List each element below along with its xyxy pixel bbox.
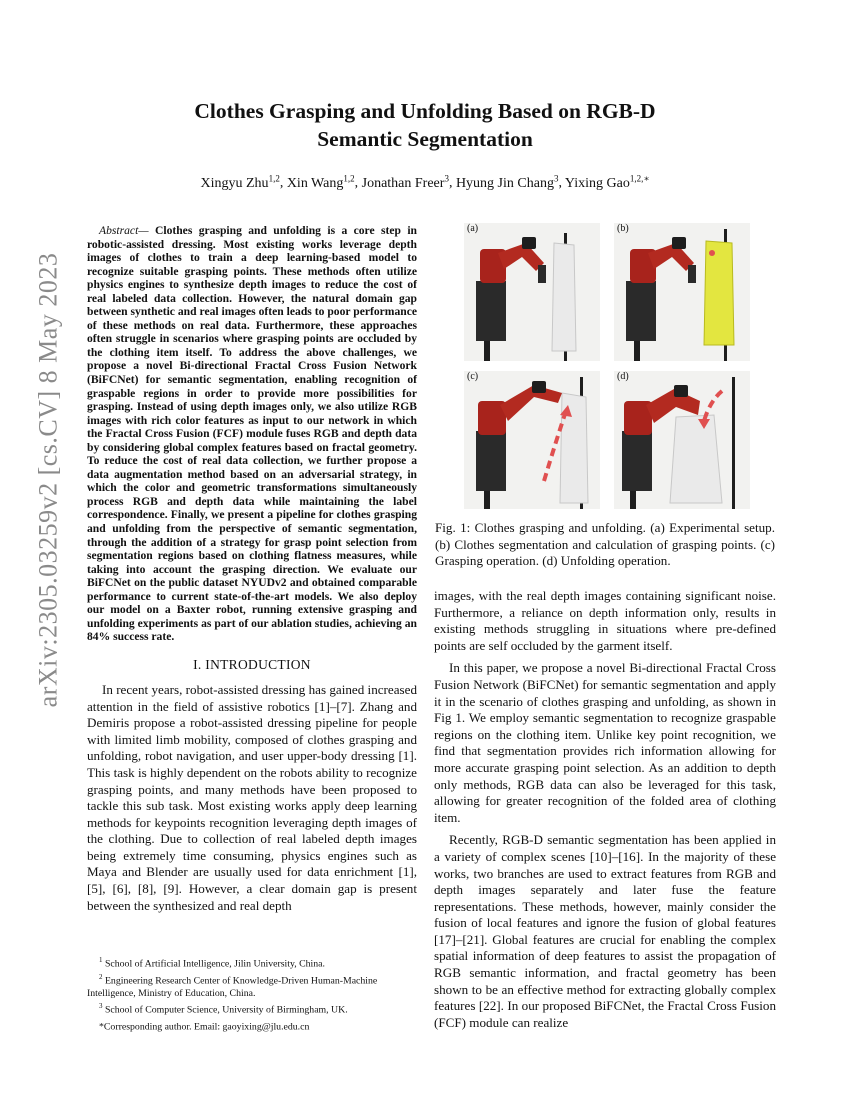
segmentation-illustration <box>614 223 750 361</box>
panel-label: (c) <box>467 371 479 382</box>
paper-title <box>100 97 750 153</box>
panel-label: (d) <box>617 371 629 382</box>
section-heading-introduction: I. INTRODUCTION <box>193 656 311 672</box>
footnote: $^3$ School of Computer Science, University of Birmingham, UK. <box>99 1002 348 1016</box>
footnotes <box>87 954 417 1034</box>
footnote: $^1$ School of Artificial Intelligence, Jilin University, China. <box>99 956 325 970</box>
figure-panel-a <box>464 223 600 361</box>
title-line-1: Clothes Grasping and Unfolding Based on RGB-D <box>194 99 656 123</box>
footnote: $^2$ Engineering Research Center of Knowledge-Driven Human-Machine Intelligence, Ministry of Education, China. <box>87 972 378 999</box>
grasping-illustration <box>464 371 600 509</box>
author: Jonathan Freer$^3$ <box>361 173 449 191</box>
footnote: *Corresponding author. Email: gaoyixing@jlu.edu.cn <box>99 1021 310 1033</box>
right-column <box>434 588 776 1031</box>
left-column <box>87 224 417 914</box>
body-paragraph: images, with the real depth images containing significant noise. Furthermore, a reliance on depth information only, results in existing methods struggling in situations where pre-defined points are self occluded by the garment itself. <box>434 588 776 653</box>
figure-panel-d <box>614 371 750 509</box>
unfolding-illustration <box>614 371 750 509</box>
panel-label: (b) <box>617 223 629 234</box>
intro-paragraph: In recent years, robot-assisted dressing has gained increased attention in the field of assistive robotics [1]–[7]. Zhang and Demiris propose a robot-assisted dressing pipeline for people with limited limb mobility, composed of clothes grasping and unfolding, robot navigation, and user upper-body dressing [1]. This task is highly dependent on the robots ability to recognize grasping points, and many methods have been proposed to tackle this sub task. Most existing works apply deep learning methods for keypoints recognition leveraging depth images of the clothing. Due to collection of real labeled depth images being extremely time consuming, physics engines such as Maya and Blender are usually used for data enrichment [1], [5], [6], [8], [9]. However, a clear domain gap is present between the synthesized and real depth <box>87 681 417 913</box>
author: Xingyu Zhu$^{1,2}$ <box>200 173 280 191</box>
title-line-2: Semantic Segmentation <box>317 127 533 151</box>
figure-caption: Fig. 1: Clothes grasping and unfolding. (a) Experimental setup. (b) Clothes segmentation and calculation of grasping points. (c) Grasping operation. (d) Unfolding operation. <box>435 520 775 569</box>
abstract: Abstract— Clothes grasping and unfolding is a core step in robotic-assisted dressing. Most existing works leverage depth images of clothes to train a deep learning-based model to recognize suitable grasping points. These methods often utilize physics engines to synthesize depth images to reduce the cost of real labeled data collection. However, the natural domain gap between synthetic and real images often leads to poor performance of these methods on real data. Furthermore, these approaches often struggle in scenarios where grasping points are occluded by the clothing item itself. To address the above challenges, we propose a novel Bi-directional Fractal Cross Fusion Network (BiFCNet) for semantic segmentation, enabling recognition of graspable regions in order to provide more possibilities for grasping. Instead of using depth images only, we also utilize RGB images with rich color features as input to our network in which the Fractal Cross Fusion (FCF) module fuses RGB and depth data by considering global complex features based on fractal geometry. To reduce the cost of real data collection, we further propose a data augmentation method based on an adversarial strategy, in which the color and geometric transformations simultaneously process RGB and depth data while maintaining the label correspondence. Finally, we present a pipeline for clothes grasping and unfolding from the perspective of semantic segmentation, through the addition of a strategy for grasp point selection from segmentation regions based on clothing flatness measures, while taking into account the grasping direction. We evaluate our BiFCNet on the public dataset NYUDv2 and obtained comparable performance to current state-of-the-art models. We also deploy our model on a Baxter robot, running extensive grasping and unfolding experiments as part of our ablation studies, achieving an 84% success rate. <box>87 224 418 644</box>
author: Hyung Jin Chang$^3$ <box>455 173 559 191</box>
panel-label: (a) <box>467 223 479 234</box>
figure-panel-b <box>614 223 750 361</box>
abstract-lead: Abstract <box>99 224 139 237</box>
author: Xin Wang$^{1,2}$ <box>286 173 355 191</box>
body-paragraph: Recently, RGB-D semantic segmentation has been applied in a variety of complex scenes [10]–[16]. In the majority of these works, two branches are used to extract features from RGB and depth images separately and later fuse the feature representations. These methods, however, mainly consider the fusion of local features and ignore the fusion of global features [17]–[21]. Global features are crucial for enabling the complex spatial information of deep features to assist the propagation of RGB semantic information, and fractal geometry has been shown to be an effective method for extracting globally complex features [22]. In our proposed BiFCNet, the Fractal Cross Fusion (FCF) module can realize <box>434 832 776 1030</box>
author: Yixing Gao$^{1,2,∗}$ <box>564 173 650 191</box>
figure-panel-c <box>464 371 600 509</box>
arxiv-stamp-text: arXiv:2305.03259v2 [cs.CV] 8 May 2023 <box>33 252 62 708</box>
abstract-text: Clothes grasping and unfolding is a core step in robotic-assisted dressing. Most existing works leverage depth images of clothes to train a deep learning-based model to recognize suitable grasping points. These methods often utilize physics engines to synthesize depth images to reduce the cost of real labeled data collection. However, the natural domain gap between synthetic and real images often leads to poor performance of these methods on real data. Furthermore, these approaches often struggle in scenarios where grasping points are occluded by the clothing item itself. To address the above challenges, we propose a novel Bi-directional Fractal Cross Fusion Network (BiFCNet) for semantic segmentation, enabling recognition of graspable regions in order to provide more possibilities for grasping. Instead of using depth images only, we also utilize RGB images with rich color features as input to our network in which the Fractal Cross Fusion (FCF) module fuses RGB and depth data by considering global complex features based on fractal geometry. To reduce the cost of real data collection, we further propose a data augmentation method based on an adversarial strategy, in which the color and geometric transformations simultaneously process RGB and depth data while maintaining the label correspondence. Finally, we present a pipeline for clothes grasping and unfolding from the perspective of semantic segmentation, through the addition of a strategy for grasp point selection from segmentation regions based on clothing flatness measures, while taking into account the grasping direction. We evaluate our BiFCNet on the public dataset NYUDv2 and obtained comparable performance to current state-of-the-art models. We also deploy our model on a Baxter robot, running extensive grasping and unfolding experiments as part of our ablation studies, achieving an 84% success rate. <box>87 224 418 644</box>
author-list: Xingyu Zhu$^{1,2}$, Xin Wang$^{1,2}$, Jonathan Freer$^3$, Hyung Jin Chang$^3$, Yixing Gao$^{1,2,∗}$ <box>200 173 650 191</box>
arxiv-identifier <box>18 252 78 708</box>
body-paragraph: In this paper, we propose a novel Bi-directional Fractal Cross Fusion Network (BiFCNet) for semantic segmentation and apply it in the scenario of clothes grasping and unfolding, as shown in Fig 1. We employ semantic segmentation to recognize graspable regions on the clothing item. Unlike key point recognition, we find that segmentation provides rich information allowing for more accurate grasping point selection. As an addition to depth only methods, RGB data can also be leveraged for this task, allowing for greater recognition of the folded area of clothing item. <box>434 660 776 825</box>
figure-1 <box>462 223 752 513</box>
robot-setup-illustration <box>464 223 600 361</box>
